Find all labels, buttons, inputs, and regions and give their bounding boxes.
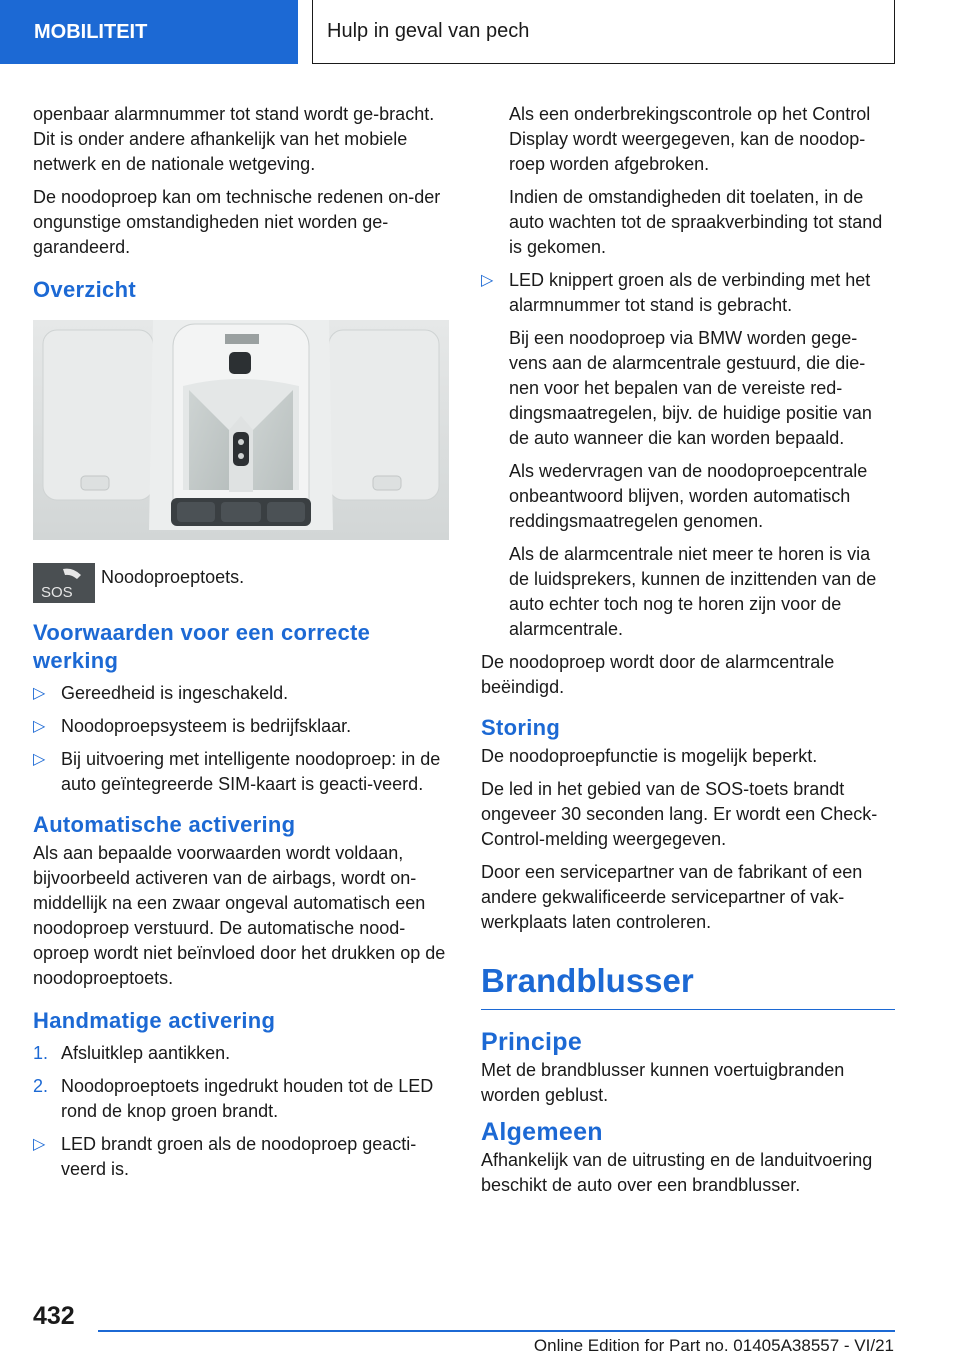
step-number: 2. [33, 1076, 49, 1096]
fault-paragraph-2: De led in het gebied van de SOS-toets brandt ongeveer 30 seconden lang. Er wordt een Check-Control-melding weergegeven. [481, 779, 878, 849]
conditions-list [33, 681, 449, 797]
fault-paragraph-3: Door een servicepartner van de fabrikant of een andere gekwalificeerde servicepartner of vak-werkplaats laten controleren. [481, 862, 863, 932]
triangle-bullet-icon: ▷ [33, 685, 46, 702]
chapter-title: Hulp in geval van pech [312, 0, 895, 64]
page-number: 432 [33, 1302, 75, 1330]
interrupt-paragraph: Als een onderbrekingscontrole op het Control Display wordt weergegeven, kan de noodop-roep worden afgebroken. [509, 104, 871, 174]
left-column [33, 102, 449, 1190]
list-item: ▷ LED brandt groen als de noodoproep geacti-veerd is. [33, 1134, 417, 1179]
extinguisher-heading: Brandblusser [481, 961, 895, 1010]
bmw-data-paragraph: Bij een noodoproep via BMW worden gege-vens aan de alarmcentrale gestuurd, die die-nen voor het bepalen van de vereiste red-dingsmaatregelen, bijv. de huidige positie van de auto wanneer die kan worden bepaald. [509, 328, 872, 448]
automatic-activation-text: Als aan bepaalde voorwaarden wordt voldaan, bijvoorbeeld activeren van de airbags, wordt on-middellijk na een zwaar ongeval automatisch een noodoproep verstuurd. De automatische nood-oproep wordt niet beïnvloed door het drukken op de noodoproeptoets. [33, 843, 446, 988]
principle-heading: Principe [481, 1028, 583, 1056]
step-number: 1. [33, 1043, 49, 1063]
triangle-bullet-icon: ▷ [33, 751, 46, 768]
general-heading: Algemeen [481, 1118, 603, 1146]
list-item: ▷ LED knippert groen als de verbinding met het alarmnummer tot stand is gebracht. [481, 270, 871, 315]
general-text: Afhankelijk van de uitrusting en de landuitvoering beschikt de auto over een brandblusser. [481, 1150, 873, 1195]
speaker-paragraph: Als de alarmcentrale niet meer te horen is via de luidsprekers, kunnen de inzittenden van de auto echter toch nog te horen zijn voor de alarmcentrale. [509, 544, 877, 639]
section-tab: MOBILITEIT [0, 0, 298, 64]
list-item: ▷ Gereedheid is ingeschakeld. [33, 681, 449, 706]
conditions-heading: Voorwaarden voor een correcte werking [33, 620, 371, 673]
sos-icon-text: SOS [41, 584, 73, 601]
list-item: 1. Afsluitklep aantikken. [33, 1041, 449, 1066]
unanswered-paragraph: Als wedervragen van de noodoproepcentrale onbeantwoord blijven, worden automatisch reddingsmaatregelen genomen. [509, 461, 868, 531]
triangle-bullet-icon: ▷ [33, 1136, 46, 1153]
automatic-activation-heading: Automatische activering [33, 812, 296, 837]
triangle-bullet-icon: ▷ [481, 272, 494, 289]
list-item: ▷ Noodoproepsysteem is bedrijfsklaar. [33, 714, 449, 739]
overview-heading: Overzicht [33, 277, 136, 302]
manual-result-list [33, 1132, 449, 1182]
footer-divider [98, 1330, 895, 1332]
intro-paragraph-2: De noodoproep kan om technische redenen on-der ongunstige omstandigheden niet worden ge-garandeerd. [33, 187, 441, 257]
fault-paragraph-1: De noodoproepfunctie is mogelijk beperkt. [481, 746, 818, 766]
roof-console-illustration [33, 320, 449, 540]
intro-paragraph-1: openbaar alarmnummer tot stand wordt ge-bracht. Dit is onder andere afhankelijk van het mobiele netwerk en de nationale wetgeving. [33, 104, 435, 174]
sos-button-label: Noodoproeptoets. [101, 567, 245, 587]
principle-text: Met de brandblusser kunnen voertuigbranden worden geblust. [481, 1060, 845, 1105]
footer-edition: Online Edition for Part no. 01405A38557 - VI/21 [533, 1336, 894, 1355]
sos-phone-icon [33, 563, 95, 603]
manual-activation-heading: Handmatige activering [33, 1008, 276, 1033]
end-call-paragraph: De noodoproep wordt door de alarmcentrale beëindigd. [481, 652, 835, 697]
wait-paragraph: Indien de omstandigheden dit toelaten, in de auto wachten tot de spraakverbinding tot stand is gekomen. [509, 187, 883, 257]
list-item: 2. Noodoproeptoets ingedrukt houden tot de LED rond de knop groen brandt. [33, 1076, 434, 1121]
triangle-bullet-icon: ▷ [33, 718, 46, 735]
led-list [481, 268, 895, 318]
fault-heading: Storing [481, 715, 561, 740]
list-item: ▷ Bij uitvoering met intelligente noodoproep: in de auto geïntegreerde SIM-kaart is geacti-veerd. [33, 749, 441, 794]
right-column [481, 102, 895, 1206]
sos-legend-row [33, 563, 449, 603]
manual-steps-list [33, 1041, 449, 1124]
